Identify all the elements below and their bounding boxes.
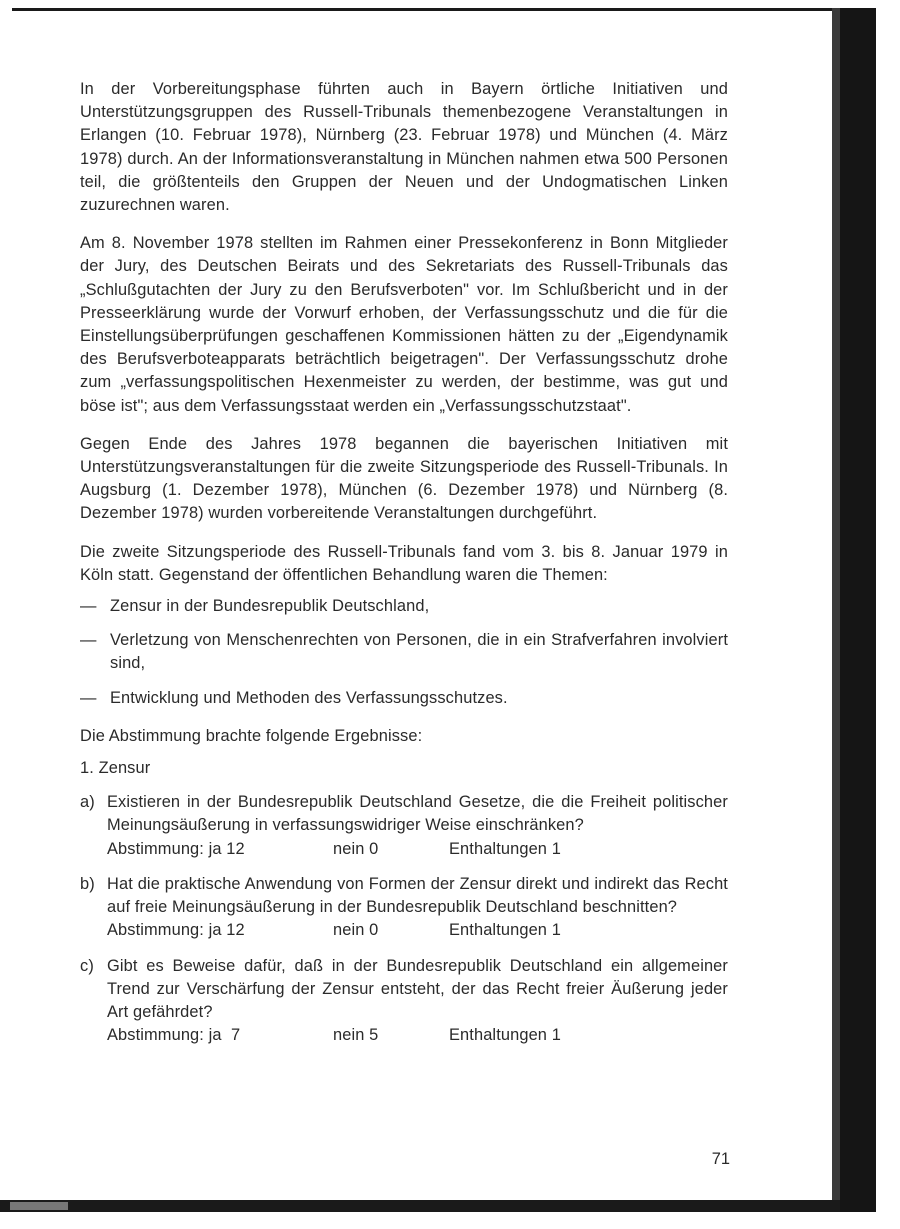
question-text: Hat die praktische Anwendung von Formen der Zensur direkt und indirekt das Recht auf freie Meinungsäußerung in der Bundesrepublik Deutschland beschnitten? [107, 874, 728, 917]
vote-yes: Abstimmung: ja 12 [107, 921, 245, 940]
theme-list-item [80, 629, 728, 675]
question-text: Existieren in der Bundesrepublik Deutschland Gesetze, die die Freiheit politischer Meinungsäußerung in verfassungswidriger Weise einschränken? [107, 793, 728, 835]
paragraph: Am 8. November 1978 stellten im Rahmen einer Pressekonferenz in Bonn Mitglieder der Jury, des Deutschen Beirats und des Sekretariats des Russell-Tribunals das „Schlußgutachten der Jury zu den Berufsverboten" vor. Im Schlußbericht und in der Presseerklärung wurde der Vorwurf erhoben, der Verfassungsschutz und die für die Einstellungsüberprüfungen geschaffenen Kommissionen hätten zu der „Eigendynamik des Berufsverboteapparats beträchtlich beigetragen". Der Verfassungsschutz drohe zum „verfassungspolitischen Hexenmeister zu werden, der bestimme, was gut und böse ist"; aus dem Verfassungsstaat werden ein „Verfassungsschutzstaat". [80, 234, 728, 415]
vote-result [107, 838, 728, 861]
paragraph: Die zweite Sitzungsperiode des Russell-Tribunals fand vom 3. bis 8. Januar 1979 in Köln statt. Gegenstand der öffentlichen Behandlung waren die Themen: [80, 542, 728, 584]
question-item [80, 873, 728, 943]
question-letter: b) [80, 874, 95, 893]
question-body [107, 791, 728, 861]
vote-result [107, 919, 728, 942]
question-item [80, 791, 728, 861]
dash-bullet: — [80, 631, 97, 650]
book-spine-edge [840, 8, 876, 1212]
results-intro: Die Abstimmung brachte folgende Ergebnisse: [80, 726, 423, 745]
question-body [107, 955, 728, 1048]
page-number: 71 [711, 1150, 730, 1168]
page-body [80, 78, 728, 1059]
section-heading: 1. Zensur [80, 759, 151, 778]
question-item [80, 955, 728, 1048]
question-body [107, 873, 728, 943]
paragraph: In der Vorbereitungsphase führten auch in Bayern örtliche Initiativen und Unterstützungsgruppen des Russell-Tribunals themenbezogene Veranstaltungen in Erlangen (10. Februar 1978), Nürnberg (23. Februar 1978) und München (4. März 1978) durch. An der Informationsveranstaltung in München nahmen etwa 500 Personen teil, die größtenteils den Gruppen der Neuen und der Undogmatischen Linken zuzurechnen waren. [80, 80, 728, 215]
bottom-page-edge [0, 1200, 840, 1212]
paragraph: Gegen Ende des Jahres 1978 begannen die bayerischen Initiativen mit Unterstützungsveranstaltungen für die zweite Sitzungsperiode des Russell-Tribunals. In Augsburg (1. Dezember 1978), München (6. Dezember 1978) und Nürnberg (8. Dezember 1978) wurden vorbereitende Veranstaltungen durchgeführt. [80, 434, 728, 523]
question-text: Gibt es Beweise dafür, daß in der Bundesrepublik Deutschland ein allgemeiner Trend zur Verschärfung der Zensur entsteht, der das Recht freier Äußerung jeder Art gefährdet? [107, 956, 728, 1021]
theme-text: Zensur in der Bundesrepublik Deutschland, [110, 597, 430, 616]
theme-list-item [80, 595, 728, 618]
vote-no: nein 5 [333, 1026, 379, 1045]
vote-abstain: Enthaltungen 1 [449, 1026, 561, 1045]
vote-yes: Abstimmung: ja 7 [107, 1026, 241, 1045]
vote-abstain: Enthaltungen 1 [449, 921, 561, 940]
top-page-edge [12, 8, 832, 11]
vote-abstain: Enthaltungen 1 [449, 839, 561, 858]
question-letter: c) [80, 956, 94, 975]
vote-yes: Abstimmung: ja 12 [107, 839, 245, 858]
question-letter: a) [80, 793, 95, 812]
vote-no: nein 0 [333, 839, 379, 858]
theme-text: Verletzung von Menschenrechten von Personen, die in ein Strafverfahren involviert sind, [110, 631, 728, 673]
dash-bullet: — [80, 688, 97, 707]
vote-result [107, 1024, 728, 1047]
vote-no: nein 0 [333, 921, 379, 940]
theme-text: Entwicklung und Methoden des Verfassungsschutzes. [110, 688, 508, 707]
dash-bullet: — [80, 597, 97, 616]
theme-list-item [80, 687, 728, 710]
edge-mark [10, 1202, 68, 1210]
